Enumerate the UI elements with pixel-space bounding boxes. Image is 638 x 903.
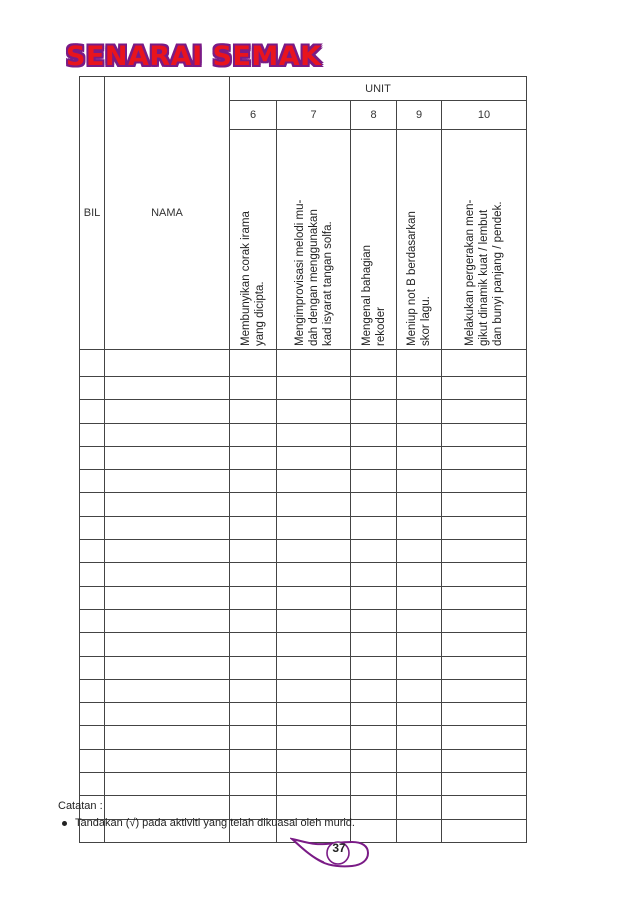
unit-number: 9: [397, 101, 442, 130]
table-row: [80, 377, 527, 400]
notes-heading: Catatan :: [58, 800, 103, 812]
check-cell: [397, 679, 442, 702]
table-row: [80, 633, 527, 656]
nama-cell: [105, 773, 230, 796]
check-cell: [442, 516, 527, 539]
nama-cell: [105, 656, 230, 679]
bil-cell: [80, 656, 105, 679]
check-cell: [351, 470, 397, 493]
check-cell: [397, 819, 442, 842]
check-cell: [442, 563, 527, 586]
check-cell: [397, 470, 442, 493]
activity-cell: [351, 130, 397, 350]
check-cell: [230, 749, 277, 772]
check-cell: [277, 633, 351, 656]
check-cell: [230, 656, 277, 679]
unit-header: UNIT: [230, 77, 527, 101]
check-cell: [397, 609, 442, 632]
check-cell: [277, 749, 351, 772]
check-cell: [277, 423, 351, 446]
table-row: [80, 679, 527, 702]
check-cell: [351, 586, 397, 609]
check-cell: [230, 377, 277, 400]
check-cell: [397, 540, 442, 563]
table-row: [80, 423, 527, 446]
check-cell: [277, 726, 351, 749]
nama-cell: [105, 540, 230, 563]
notes: [58, 800, 355, 829]
check-cell: [277, 609, 351, 632]
bil-cell: [80, 679, 105, 702]
table-row: [80, 563, 527, 586]
bil-cell: [80, 400, 105, 423]
check-cell: [397, 377, 442, 400]
note-text: Tandakan (√) pada aktiviti yang telah dikuasai oleh murid.: [75, 817, 355, 829]
activity-text: Melakukan pergerakan men- gikut dinamik kuat / lembut dan bunyi panjang / pendek.: [464, 199, 504, 346]
check-cell: [351, 516, 397, 539]
table-row: [80, 749, 527, 772]
nama-cell: [105, 679, 230, 702]
nama-cell: [105, 726, 230, 749]
check-cell: [351, 400, 397, 423]
check-cell: [442, 726, 527, 749]
check-cell: [397, 563, 442, 586]
bil-cell: [80, 586, 105, 609]
check-cell: [277, 540, 351, 563]
nama-cell: [105, 563, 230, 586]
check-cell: [442, 377, 527, 400]
check-cell: [351, 749, 397, 772]
check-cell: [277, 493, 351, 516]
check-cell: [442, 470, 527, 493]
check-cell: [397, 749, 442, 772]
nama-header: NAMA: [105, 77, 230, 350]
check-cell: [351, 679, 397, 702]
check-cell: [397, 516, 442, 539]
check-cell: [442, 656, 527, 679]
bil-cell: [80, 540, 105, 563]
page-number: 37: [332, 841, 346, 855]
check-cell: [397, 633, 442, 656]
check-cell: [397, 726, 442, 749]
nama-cell: [105, 400, 230, 423]
check-cell: [351, 726, 397, 749]
check-cell: [397, 446, 442, 469]
bil-cell: [80, 470, 105, 493]
checklist-table: [79, 76, 527, 843]
check-cell: [442, 819, 527, 842]
check-cell: [230, 446, 277, 469]
activity-cell: [230, 130, 277, 350]
check-cell: [277, 470, 351, 493]
check-cell: [397, 796, 442, 819]
check-cell: [351, 796, 397, 819]
nama-cell: [105, 350, 230, 377]
check-cell: [230, 400, 277, 423]
check-cell: [230, 609, 277, 632]
check-cell: [397, 773, 442, 796]
check-cell: [230, 679, 277, 702]
check-cell: [397, 423, 442, 446]
check-cell: [442, 446, 527, 469]
check-cell: [442, 796, 527, 819]
bullet-icon: [62, 821, 67, 826]
activity-text: Membunyikan corak irama yang dicipta.: [240, 211, 266, 346]
activity-text: Meniup not B berdasarkan skor lagu.: [406, 211, 432, 346]
unit-number: 8: [351, 101, 397, 130]
check-cell: [230, 470, 277, 493]
check-cell: [397, 350, 442, 377]
unit-number: 7: [277, 101, 351, 130]
check-cell: [277, 400, 351, 423]
check-cell: [277, 586, 351, 609]
check-cell: [442, 540, 527, 563]
table-row: [80, 586, 527, 609]
check-cell: [351, 423, 397, 446]
nama-cell: [105, 703, 230, 726]
check-cell: [442, 586, 527, 609]
bil-cell: [80, 423, 105, 446]
check-cell: [230, 563, 277, 586]
bil-cell: [80, 516, 105, 539]
table-row: [80, 540, 527, 563]
page-title: SENARAI SEMAK: [66, 41, 322, 72]
check-cell: [230, 726, 277, 749]
check-cell: [277, 679, 351, 702]
check-cell: [442, 493, 527, 516]
check-cell: [277, 446, 351, 469]
unit-number: 6: [230, 101, 277, 130]
table-row: [80, 703, 527, 726]
check-cell: [277, 563, 351, 586]
bil-cell: [80, 377, 105, 400]
activity-cell: [277, 130, 351, 350]
table-row: [80, 350, 527, 377]
bil-header: BIL: [80, 77, 105, 350]
check-cell: [442, 400, 527, 423]
bil-cell: [80, 609, 105, 632]
check-cell: [397, 586, 442, 609]
nama-cell: [105, 493, 230, 516]
check-cell: [277, 350, 351, 377]
check-cell: [351, 703, 397, 726]
check-cell: [351, 773, 397, 796]
table-row: [80, 609, 527, 632]
check-cell: [442, 423, 527, 446]
check-cell: [442, 609, 527, 632]
nama-cell: [105, 423, 230, 446]
bil-cell: [80, 446, 105, 469]
check-cell: [442, 749, 527, 772]
check-cell: [230, 516, 277, 539]
table-row: [80, 400, 527, 423]
bil-cell: [80, 773, 105, 796]
bil-cell: [80, 633, 105, 656]
check-cell: [442, 679, 527, 702]
activity-text: Mengenal bahagian rekoder: [360, 244, 387, 346]
check-cell: [230, 540, 277, 563]
unit-number: 10: [442, 101, 527, 130]
check-cell: [397, 400, 442, 423]
check-cell: [442, 703, 527, 726]
activity-cell: [397, 130, 442, 350]
check-cell: [397, 493, 442, 516]
bil-cell: [80, 563, 105, 586]
check-cell: [442, 773, 527, 796]
check-cell: [351, 563, 397, 586]
check-cell: [351, 493, 397, 516]
table-row: [80, 446, 527, 469]
bil-cell: [80, 493, 105, 516]
check-cell: [351, 540, 397, 563]
check-cell: [277, 656, 351, 679]
check-cell: [230, 703, 277, 726]
nama-cell: [105, 749, 230, 772]
check-cell: [351, 350, 397, 377]
check-cell: [230, 493, 277, 516]
table-row: [80, 493, 527, 516]
check-cell: [442, 350, 527, 377]
check-cell: [277, 773, 351, 796]
nama-cell: [105, 633, 230, 656]
table-row: [80, 773, 527, 796]
check-cell: [351, 446, 397, 469]
bil-cell: [80, 749, 105, 772]
nama-cell: [105, 377, 230, 400]
note-item: [58, 817, 355, 829]
activity-text: Mengimprovisasi melodi mu- dah dengan menggunakan kad isyarat tangan solfa.: [293, 199, 334, 346]
check-cell: [277, 703, 351, 726]
table-row: [80, 470, 527, 493]
nama-cell: [105, 609, 230, 632]
activity-cell: [442, 130, 527, 350]
check-cell: [351, 377, 397, 400]
table-row: [80, 726, 527, 749]
check-cell: [230, 586, 277, 609]
nama-cell: [105, 470, 230, 493]
check-cell: [230, 350, 277, 377]
check-cell: [277, 377, 351, 400]
bil-cell: [80, 703, 105, 726]
table-row: [80, 656, 527, 679]
check-cell: [230, 773, 277, 796]
bil-cell: [80, 726, 105, 749]
check-cell: [277, 516, 351, 539]
nama-cell: [105, 516, 230, 539]
table-row: [80, 516, 527, 539]
nama-cell: [105, 446, 230, 469]
check-cell: [397, 656, 442, 679]
check-cell: [442, 633, 527, 656]
check-cell: [397, 703, 442, 726]
bil-cell: [80, 350, 105, 377]
check-cell: [230, 633, 277, 656]
check-cell: [351, 656, 397, 679]
nama-cell: [105, 586, 230, 609]
check-cell: [230, 423, 277, 446]
check-cell: [351, 609, 397, 632]
check-cell: [351, 633, 397, 656]
